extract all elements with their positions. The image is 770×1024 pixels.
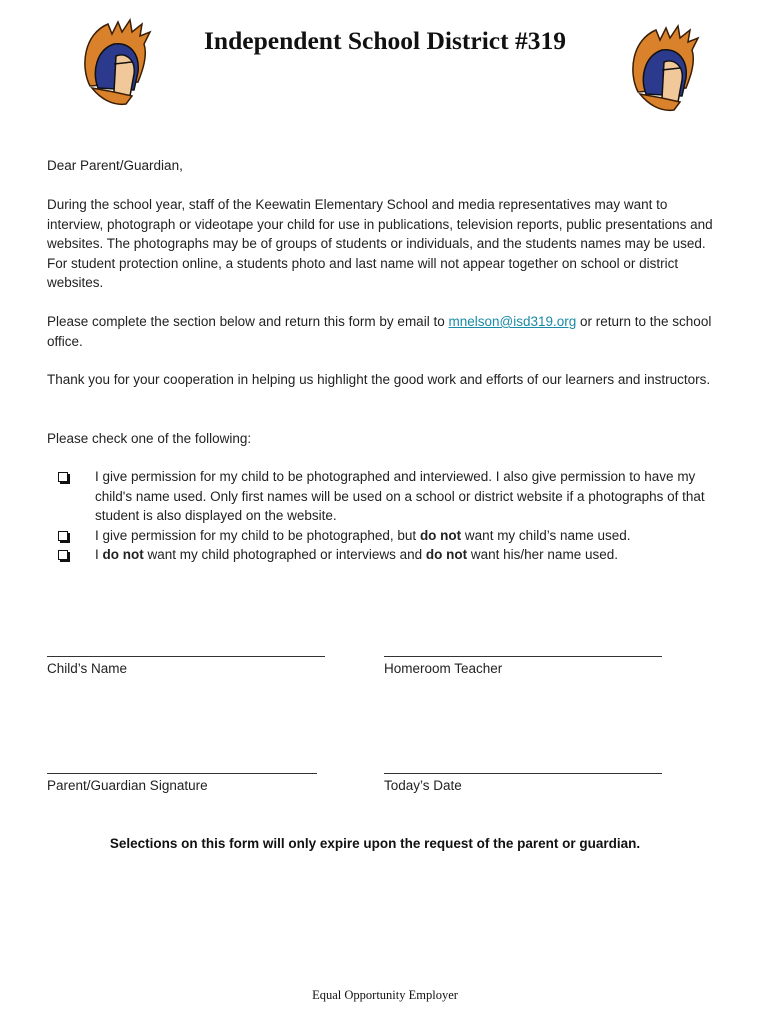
homeroom-teacher-field — [384, 656, 662, 678]
child-name-line[interactable] — [47, 656, 325, 657]
option-text-mid: want my child photographed or interviews and — [143, 547, 426, 562]
page-title: Independent School District #319 — [204, 26, 566, 55]
footer: Equal Opportunity Employer — [312, 988, 458, 1002]
emphasis-do-not: do not — [102, 547, 144, 562]
homeroom-teacher-line[interactable] — [384, 656, 662, 657]
parent-signature-field — [47, 773, 317, 795]
emphasis-do-not: do not — [425, 547, 468, 562]
parent-signature-label: Parent/Guardian Signature — [47, 778, 208, 793]
greeting: Dear Parent/Guardian, — [47, 158, 183, 173]
option-no-permission — [47, 545, 727, 565]
email-link[interactable]: mnelson@isd319.org — [448, 314, 577, 329]
expiration-notice: Selections on this form will only expire upon the request of the parent or guardian. — [109, 836, 641, 851]
return-text-end: or return to the school office. — [47, 314, 712, 349]
permission-options — [47, 467, 727, 565]
return-instructions — [47, 312, 717, 351]
intro-paragraph: During the school year, staff of the Keewatin Elementary School and media representatives may want to interview, photograph or videotape your child for use in publications, television reports, public presentations and websites. The photographs may be of groups of students or individuals, and the students names may be used. For student protection online, a students photo and last name will not appear together on school or district websites. — [47, 197, 713, 290]
child-name-field — [47, 656, 325, 678]
option-text: I give permission for my child to be photographed and interviewed. I also give permission to have my child's name used. Only first names will be used on a school or district website if a photographs of that student is also displayed on the website. — [95, 469, 705, 523]
checkbox-icon[interactable] — [58, 550, 68, 560]
option-text-end: want his/her name used. — [467, 547, 618, 562]
emphasis-do-not: do not — [419, 527, 462, 543]
option-full-permission — [47, 467, 727, 526]
option-text: I give permission for my child to be photographed, but — [95, 527, 420, 543]
option-photo-no-name — [47, 526, 727, 546]
option-text-end: want my child’s name used. — [461, 527, 631, 543]
thank-you-paragraph: Thank you for your cooperation in helping us highlight the good work and efforts of our learners and instructors. — [47, 372, 711, 387]
todays-date-line[interactable] — [384, 773, 662, 774]
option-text: I — [95, 547, 103, 562]
todays-date-field — [384, 773, 662, 795]
parent-signature-line[interactable] — [47, 773, 317, 774]
checkbox-icon[interactable] — [58, 531, 68, 541]
homeroom-teacher-label: Homeroom Teacher — [384, 661, 503, 676]
todays-date-label: Today’s Date — [384, 778, 462, 793]
check-instruction: Please check one of the following: — [47, 431, 252, 446]
child-name-label: Child’s Name — [47, 661, 128, 676]
return-text-start: Please complete the section below and return this form by email to — [47, 314, 449, 329]
checkbox-icon[interactable] — [58, 472, 68, 482]
